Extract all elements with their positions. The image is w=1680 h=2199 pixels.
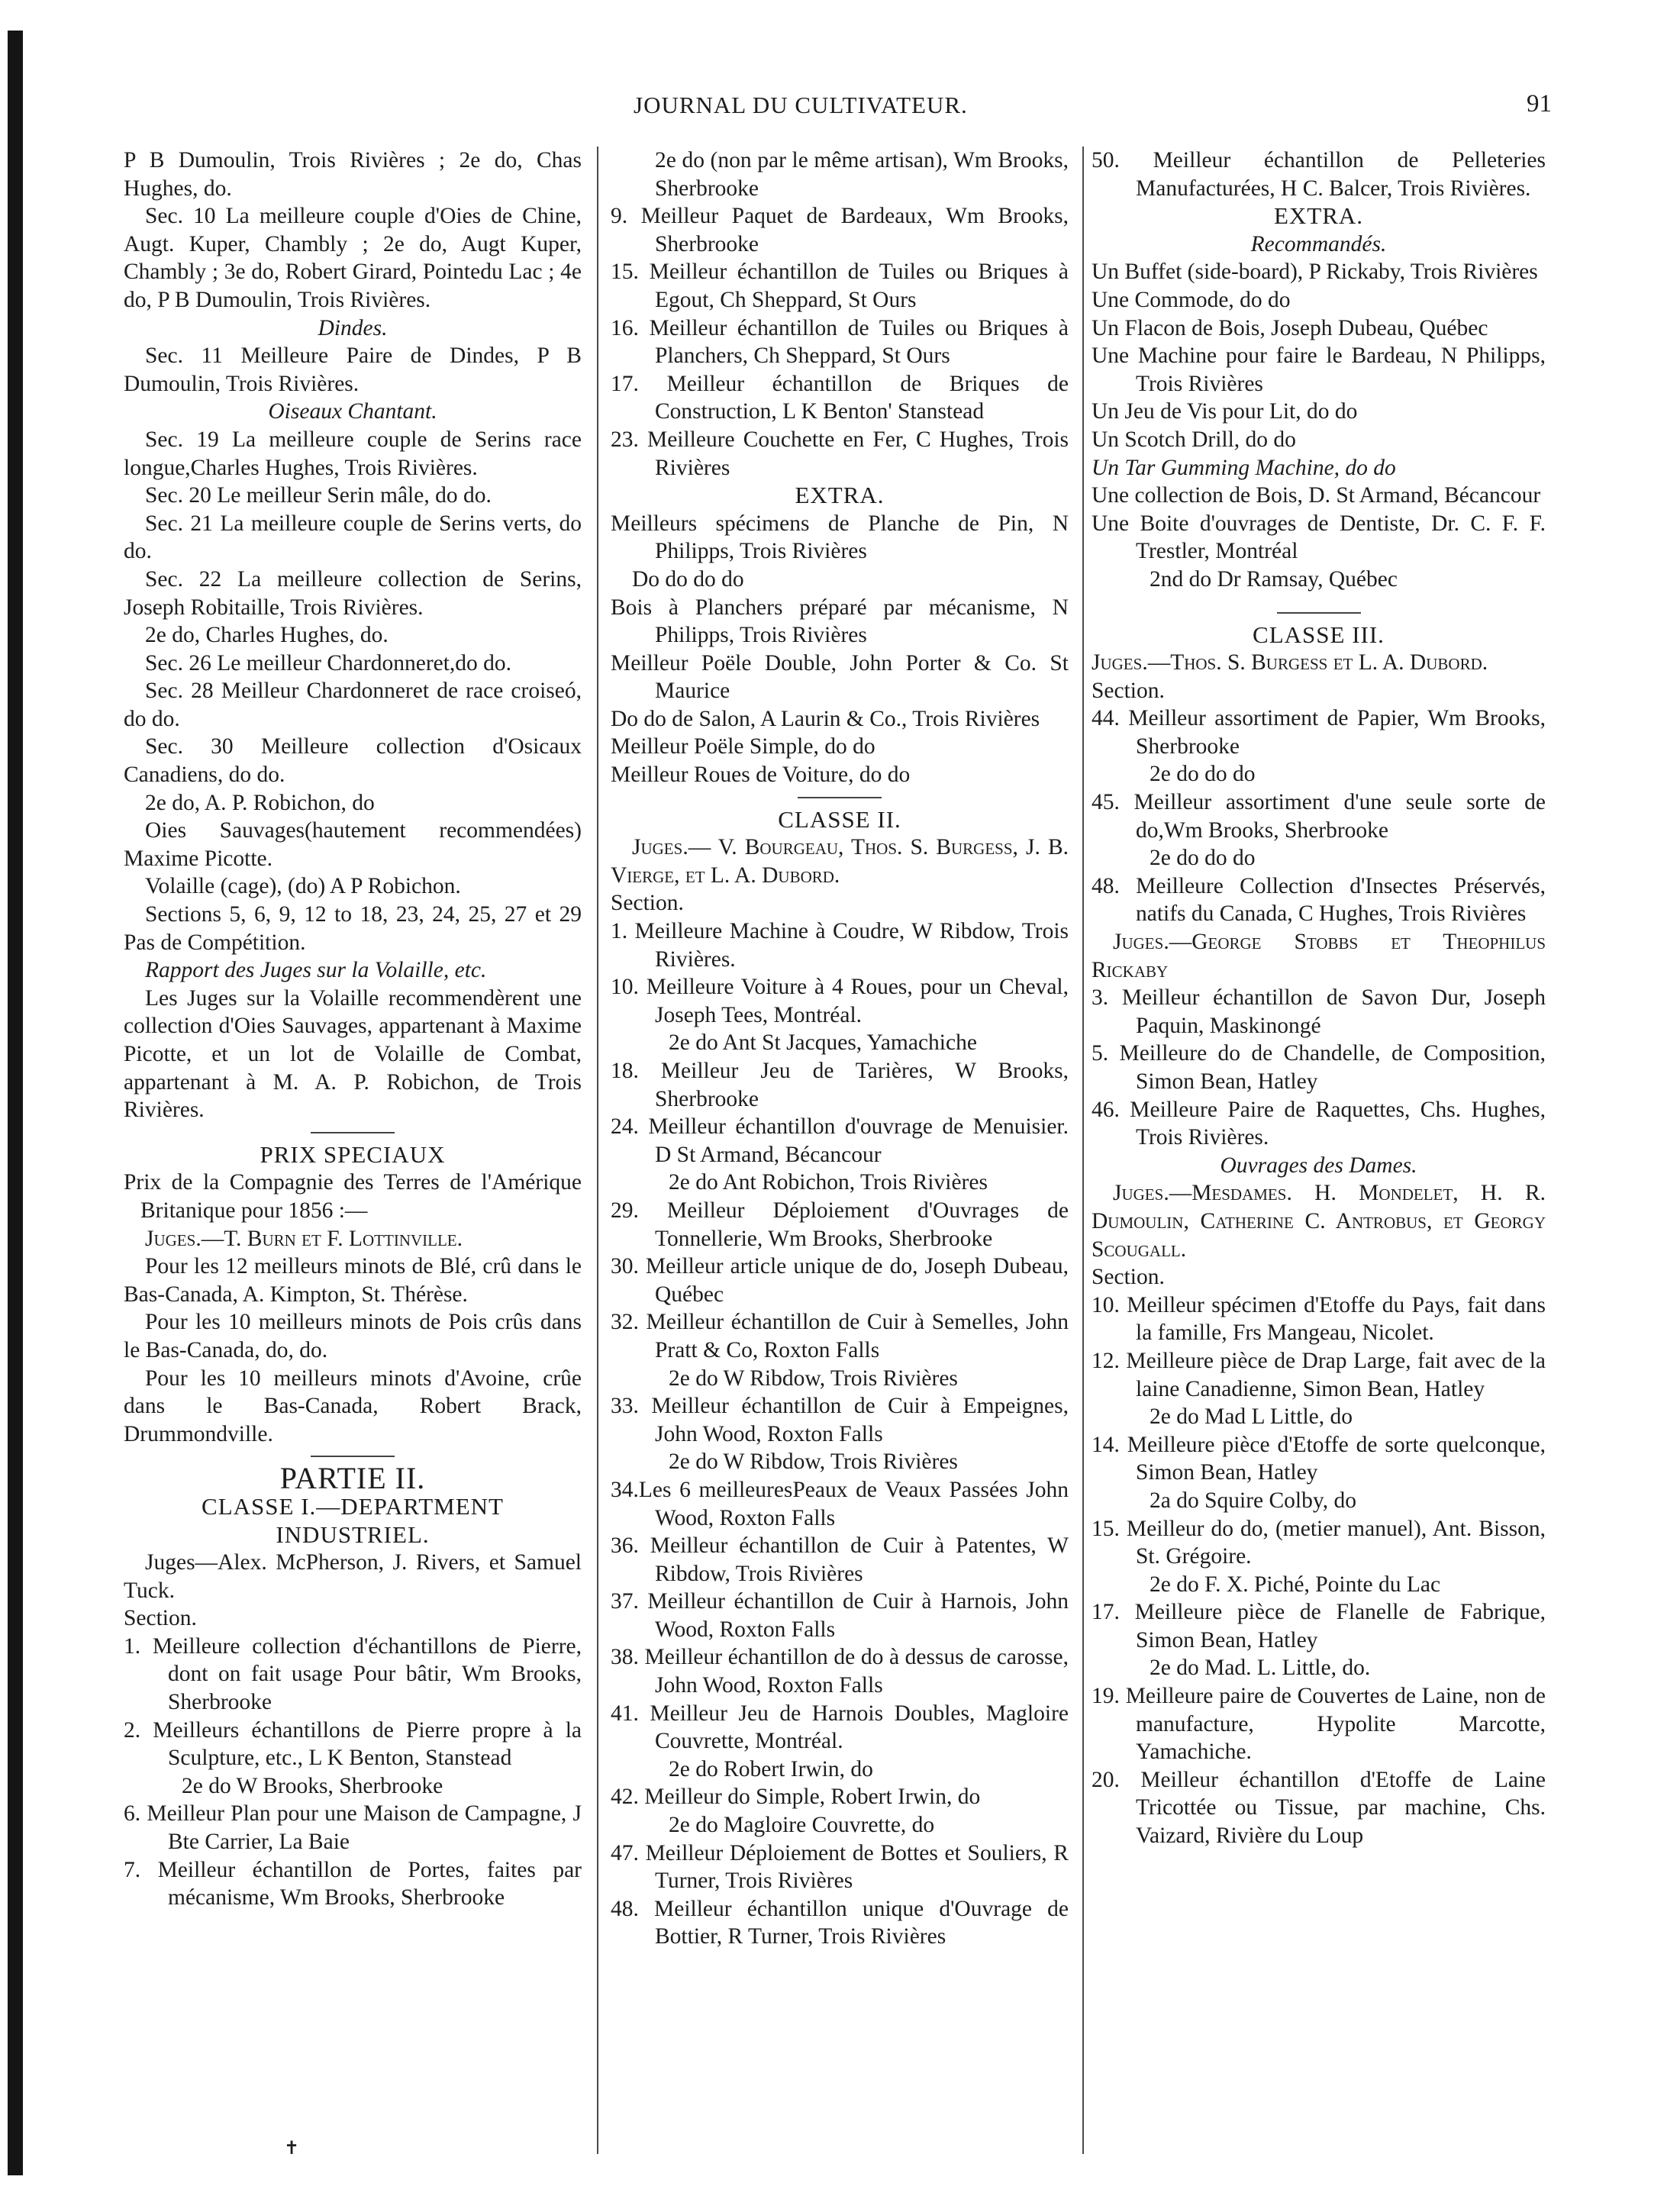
list-item: 2e do Ant Robichon, Trois Rivières — [669, 1170, 988, 1195]
paragraph: Sec. 19 La meilleure couple de Serins race longue,Charles Hughes, Trois Rivières. — [124, 427, 582, 480]
list-item: 41. Meilleur Jeu de Harnois Doubles, Magloire Couvrette, Montréal. — [611, 1701, 1069, 1754]
page-number: 91 — [1527, 90, 1552, 118]
list-item: Meilleur Roues de Voiture, do do — [611, 763, 911, 788]
list-item: 38. Meilleur échantillon de do à dessus de carosse, John Wood, Roxton Falls — [611, 1645, 1069, 1698]
list-item: 33. Meilleur échantillon de Cuir à Empeignes, John Wood, Roxton Falls — [611, 1394, 1069, 1446]
list-item: 30. Meilleur article unique de do, Joseph Dubeau, Québec — [611, 1254, 1069, 1307]
list-item: 7. Meilleur échantillon de Portes, faites par mécanisme, Wm Brooks, Sherbrooke — [124, 1857, 582, 1910]
list-item: 50. Meilleur échantillon de Pelleteries Manufacturées, H C. Balcer, Trois Rivières. — [1092, 148, 1546, 201]
separator — [311, 1132, 395, 1133]
list-item: 6. Meilleur Plan pour une Maison de Campagne, J Bte Carrier, La Baie — [124, 1801, 582, 1855]
class-heading: CLASSE III. — [1253, 621, 1385, 648]
paragraph: Volaille (cage), (do) A P Robichon. — [145, 874, 461, 899]
paragraph: 2e do, A. P. Robichon, do — [145, 790, 375, 815]
list-item: Meilleurs spécimens de Planche de Pin, N Philipps, Trois Rivières — [611, 511, 1069, 564]
paragraph: Sec. 20 Le meilleur Serin mâle, do do. — [145, 483, 492, 508]
subheading: Dindes. — [318, 315, 388, 340]
separator — [311, 1456, 395, 1457]
column-right — [1092, 147, 1546, 1850]
section-label: Section. — [1092, 678, 1165, 703]
list-item: 2e do Magloire Couvrette, do — [669, 1813, 935, 1838]
subheading: Ouvrages des Dames. — [1220, 1153, 1417, 1178]
class-heading: CLASSE II. — [778, 805, 901, 833]
list-item: 44. Meilleur assortiment de Papier, Wm Brooks, Sherbrooke — [1092, 706, 1546, 759]
section-label: Section. — [1092, 1265, 1165, 1290]
list-item: 2e do do do — [1150, 846, 1256, 871]
list-item: 2e do Robert Irwin, do — [669, 1756, 873, 1781]
list-item: 29. Meilleur Déploiement d'Ouvrages de Tonnellerie, Wm Brooks, Sherbrooke — [611, 1198, 1069, 1251]
judges-line: Juges.—T. Burn et F. Lottinville. — [145, 1226, 463, 1251]
list-item: 10. Meilleure Voiture à 4 Roues, pour un Cheval, Joseph Tees, Montréal. — [611, 975, 1069, 1027]
list-item: 46. Meilleure Paire de Raquettes, Chs. Hughes, Trois Rivières. — [1092, 1097, 1546, 1150]
list-item: 12. Meilleure pièce de Drap Large, fait avec de la laine Canadienne, Simon Bean, Hatley — [1092, 1348, 1546, 1401]
list-item: Une collection de Bois, D. St Armand, Bécancour — [1092, 483, 1541, 508]
judges-line: Juges.—Thos. S. Burgess et L. A. Dubord. — [1092, 650, 1488, 675]
subheading: Rapport des Juges sur la Volaille, etc. — [145, 958, 487, 983]
subheading: Recommandés. — [1250, 231, 1387, 256]
list-item: Meilleur Poële Double, John Porter & Co. St Maurice — [611, 650, 1069, 704]
list-item: 2. Meilleurs échantillons de Pierre propre à la Sculpture, etc., L K Benton, Stanstead — [124, 1717, 582, 1771]
list-item: 2e do F. X. Piché, Pointe du Lac — [1150, 1572, 1441, 1597]
list-item: Un Buffet (side-board), P Rickaby, Trois Rivières — [1092, 260, 1538, 285]
list-item: 2e do Mad. L. Little, do. — [1150, 1656, 1371, 1681]
paragraph: Sec. 22 La meilleure collection de Serins, Joseph Robitaille, Trois Rivières. — [124, 566, 582, 620]
list-item: 2e do W Ribdow, Trois Rivières — [669, 1366, 958, 1391]
list-item: 23. Meilleure Couchette en Fer, C Hughes, Trois Rivières — [611, 427, 1069, 480]
subheading: Oiseaux Chantant. — [268, 399, 437, 424]
list-item: 15. Meilleur échantillon de Tuiles ou Briques à Egout, Ch Sheppard, St Ours — [611, 260, 1069, 312]
column-left — [124, 147, 582, 1912]
list-item: 2e do W Ribdow, Trois Rivières — [669, 1449, 958, 1475]
list-item: 5. Meilleure do de Chandelle, de Composition, Simon Bean, Hatley — [1092, 1041, 1546, 1094]
list-item: 48. Meilleure Collection d'Insectes Préservés, natifs du Canada, C Hughes, Trois Rivières — [1092, 873, 1546, 927]
list-item: 1. Meilleure Machine à Coudre, W Ribdow, Trois Rivières. — [611, 919, 1069, 972]
list-item: 19. Meilleure paire de Couvertes de Laine, non de manufacture, Hypolite Marcotte, Yamachiche. — [1092, 1684, 1546, 1765]
paragraph: Sec. 30 Meilleure collection d'Osicaux Canadiens, do do. — [124, 734, 582, 788]
list-item: 14. Meilleure pièce d'Etoffe de sorte quelconque, Simon Bean, Hatley — [1092, 1432, 1546, 1485]
column-rule — [597, 147, 598, 2154]
list-item: 9. Meilleur Paquet de Bardeaux, Wm Brooks, Sherbrooke — [611, 204, 1069, 256]
list-item: 32. Meilleur échantillon de Cuir à Semelles, John Pratt & Co, Roxton Falls — [611, 1310, 1069, 1362]
paragraph: Sec. 11 Meilleure Paire de Dindes, P B Dumoulin, Trois Rivières. — [124, 343, 582, 396]
paragraph: Pour les 12 meilleurs minots de Blé, crû dans le Bas-Canada, A. Kimpton, St. Thérèse. — [124, 1254, 582, 1307]
binding-edge — [8, 31, 23, 2175]
list-item: 1. Meilleure collection d'échantillons de Pierre, dont on fait usage Pour bâtir, Wm Brooks, Sherbrooke — [124, 1633, 582, 1715]
part-heading: PARTIE II. — [279, 1461, 426, 1496]
list-item: 48. Meilleur échantillon unique d'Ouvrage de Bottier, R Turner, Trois Rivières — [611, 1896, 1069, 1949]
list-item: 2e do Mad L Little, do — [1150, 1404, 1353, 1430]
list-item: Meilleur Poële Simple, do do — [611, 734, 875, 759]
section-label: Section. — [611, 891, 684, 916]
separator — [1277, 612, 1361, 614]
list-item: Une Commode, do do — [1092, 287, 1291, 312]
paragraph: Pour les 10 meilleurs minots d'Avoine, crûe dans le Bas-Canada, Robert Brack, Drummondville. — [124, 1366, 582, 1446]
judges-line: Juges.—George Stobbs et Theophilus Rickaby — [1092, 930, 1546, 982]
paragraph: Sec. 21 La meilleure couple de Serins verts, do do. — [124, 511, 582, 564]
paragraph: Prix de la Compagnie des Terres de l'Amérique Britanique pour 1856 :— — [124, 1170, 582, 1223]
judges-line: Juges.—Mesdames. H. Mondelet, H. R. Dumoulin, Catherine C. Antrobus, et Georgy Scougall. — [1092, 1181, 1546, 1262]
list-item: 2e do (non par le même artisan), Wm Brooks, Sherbrooke — [655, 148, 1069, 201]
list-item: 2e do W Brooks, Sherbrooke — [182, 1773, 443, 1798]
list-item: 2e do Ant St Jacques, Yamachiche — [669, 1030, 977, 1056]
list-item: 37. Meilleur échantillon de Cuir à Harnois, John Wood, Roxton Falls — [611, 1589, 1069, 1642]
paragraph: P B Dumoulin, Trois Rivières ; 2e do, Chas Hughes, do. — [124, 148, 582, 201]
list-item: Un Jeu de Vis pour Lit, do do — [1092, 399, 1358, 424]
list-item: 17. Meilleur échantillon de Briques de Construction, L K Benton' Stanstead — [611, 371, 1069, 424]
subheading: EXTRA. — [795, 482, 885, 509]
list-item: 20. Meilleur échantillon d'Etoffe de Laine Tricottée ou Tissue, par machine, Chs. Vaizard, Rivière du Loup — [1092, 1767, 1546, 1849]
running-header: JOURNAL DU CULTIVATEUR. — [634, 92, 968, 118]
paragraph: 2e do, Charles Hughes, do. — [145, 623, 389, 648]
list-item: 2a do Squire Colby, do — [1150, 1488, 1356, 1513]
paragraph: Sec. 10 La meilleure couple d'Oies de Chine, Augt. Kuper, Chambly ; 2e do, Augt Kuper, Chambly ; 3e do, Robert Girard, Pointedu Lac ; 4e do, P B Dumoulin, Trois Rivières. — [124, 204, 582, 312]
list-item: 42. Meilleur do Simple, Robert Irwin, do — [611, 1785, 981, 1810]
list-item: Do do do do — [632, 566, 744, 592]
list-item: Bois à Planchers préparé par mécanisme, N Philipps, Trois Rivières — [611, 595, 1069, 648]
list-item: Do do de Salon, A Laurin & Co., Trois Rivières — [611, 706, 1040, 731]
paragraph: Les Juges sur la Volaille recommendèrent une collection d'Oies Sauvages, appartenant à Maxime Picotte, et un lot de Volaille de Combat, appartenant à M. A. P. Robichon, de Trois Rivières. — [124, 985, 582, 1123]
list-item: 15. Meilleur do do, (metier manuel), Ant. Bisson, St. Grégoire. — [1092, 1516, 1546, 1569]
section-label: Section. — [124, 1606, 197, 1631]
list-item: 2nd do Dr Ramsay, Québec — [1150, 566, 1398, 592]
judges-line: Juges—Alex. McPherson, J. Rivers, et Samuel Tuck. — [124, 1550, 582, 1603]
list-item: 24. Meilleur échantillon d'ouvrage de Menuisier. D St Armand, Bécancour — [611, 1114, 1069, 1167]
printer-mark: ✝ — [284, 2139, 300, 2159]
list-item: 34.Les 6 meilleuresPeaux de Veaux Passées John Wood, Roxton Falls — [611, 1477, 1069, 1530]
paragraph: Sections 5, 6, 9, 12 to 18, 23, 24, 25, 27 et 29 Pas de Compétition. — [124, 902, 582, 955]
section-heading: PRIX SPECIAUX — [260, 1140, 446, 1168]
list-item: 2e do do do — [1150, 762, 1256, 787]
list-item: 17. Meilleure pièce de Flanelle de Fabrique, Simon Bean, Hatley — [1092, 1600, 1546, 1652]
judges-line: Juges.— V. Bourgeau, Thos. S. Burgess, J. B. Vierge, et L. A. Dubord. — [611, 835, 1069, 888]
paragraph: Sec. 28 Meilleur Chardonneret de race croiseó, do do. — [124, 679, 582, 731]
column-rule — [1082, 147, 1084, 2154]
list-item: 18. Meilleur Jeu de Tarières, W Brooks, Sherbrooke — [611, 1059, 1069, 1111]
list-item: 36. Meilleur échantillon de Cuir à Patentes, W Ribdow, Trois Rivières — [611, 1533, 1069, 1586]
list-item: 47. Meilleur Déploiement de Bottes et Souliers, R Turner, Trois Rivières — [611, 1840, 1069, 1894]
list-item: 3. Meilleur échantillon de Savon Dur, Joseph Paquin, Maskinongé — [1092, 985, 1546, 1038]
list-item: Un Flacon de Bois, Joseph Dubeau, Québec — [1092, 315, 1488, 340]
subheading: EXTRA. — [1273, 202, 1364, 230]
list-item: 10. Meilleur spécimen d'Etoffe du Pays, fait dans la famille, Frs Mangeau, Nicolet. — [1092, 1292, 1546, 1346]
list-item: Une Boite d'ouvrages de Dentiste, Dr. C. F. F. Trestler, Montréal — [1092, 511, 1546, 564]
paragraph: Oies Sauvages(hautement recommendées) Maxime Picotte. — [124, 818, 582, 871]
list-item: 16. Meilleur échantillon de Tuiles ou Briques à Planchers, Ch Sheppard, St Ours — [611, 315, 1069, 369]
list-item: 45. Meilleur assortiment d'une seule sorte de do,Wm Brooks, Sherbrooke — [1092, 790, 1546, 843]
list-item: Un Scotch Drill, do do — [1092, 427, 1296, 452]
paragraph: Sec. 26 Le meilleur Chardonneret,do do. — [145, 650, 512, 675]
paragraph: Pour les 10 meilleurs minots de Pois crûs dans le Bas-Canada, do, do. — [124, 1310, 582, 1362]
list-item: Un Tar Gumming Machine, do do — [1092, 455, 1396, 480]
class-heading: CLASSE I.—DEPARTMENT INDUSTRIEL. — [202, 1492, 504, 1548]
list-item: Une Machine pour faire le Bardeau, N Philipps, Trois Rivières — [1092, 343, 1546, 396]
separator — [798, 797, 882, 798]
column-middle — [611, 147, 1069, 1951]
